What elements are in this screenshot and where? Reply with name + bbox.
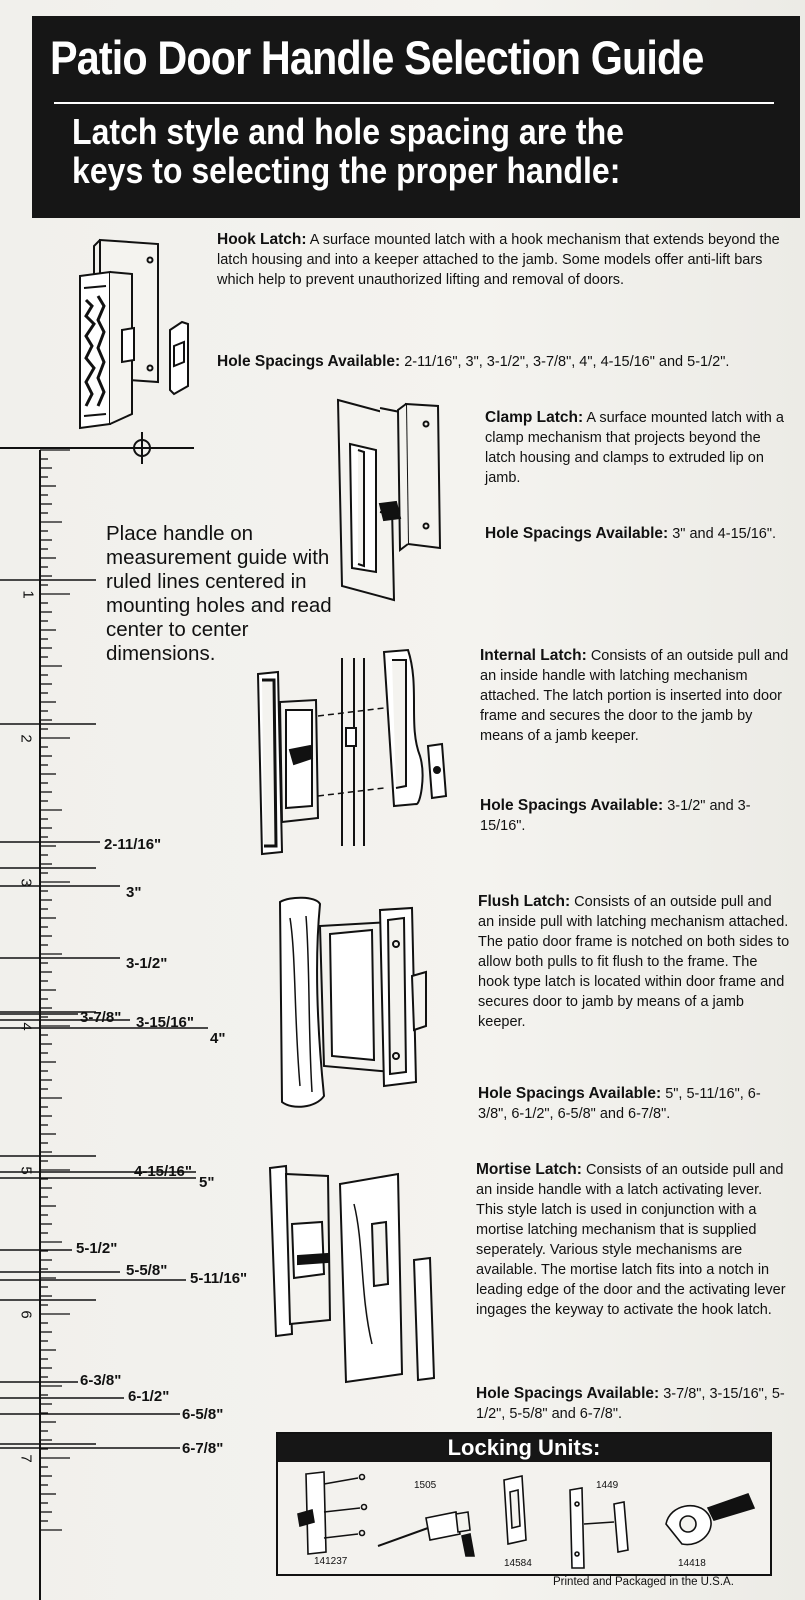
locking-units-illustration bbox=[278, 1464, 768, 1564]
mark-4: 4" bbox=[210, 1030, 226, 1047]
internal-latch-description: Internal Latch: Consists of an outside pull and an inside handle with latching mechanism attached. The latch portion is inserted into door frame and secures the door to the jamb by means of a jamb keeper. bbox=[480, 647, 789, 744]
mark-3-7-8: 3-7/8" bbox=[80, 1009, 122, 1026]
mortise-latch-spacings: Hole Spacings Available: 3-7/8", 3-15/16", 5-1/2", 5-5/8" and 6-7/8". bbox=[476, 1385, 785, 1422]
mortise-latch-spacing-label: Hole Spacings Available: bbox=[476, 1385, 660, 1402]
mark-3: 3" bbox=[126, 884, 142, 901]
mark-6-3-8: 6-3/8" bbox=[80, 1372, 122, 1389]
clamp-latch-illustration bbox=[336, 396, 456, 606]
part-14584-label: 14584 bbox=[504, 1558, 532, 1569]
locking-units-title: Locking Units: bbox=[278, 1434, 770, 1462]
hook-latch-illustration bbox=[70, 236, 200, 436]
part-141237-label: 141237 bbox=[314, 1556, 348, 1567]
mark-4-15-16: 4-15/16" bbox=[134, 1163, 192, 1180]
mark-3-1-2: 3-1/2" bbox=[126, 955, 168, 972]
mark-3-15-16: 3-15/16" bbox=[136, 1014, 194, 1031]
mark-5-5-8: 5-5/8" bbox=[126, 1262, 168, 1279]
hook-latch-spacing-label: Hole Spacings Available: bbox=[217, 353, 401, 370]
mark-6-5-8: 6-5/8" bbox=[182, 1406, 224, 1423]
subtitle-line-1: Latch style and hole spacing are the bbox=[72, 111, 624, 152]
ruler-number-3: 3 bbox=[17, 878, 35, 887]
mark-5-11-16: 5-11/16" bbox=[190, 1270, 248, 1287]
clamp-latch-spacings: Hole Spacings Available: 3" and 4-15/16". bbox=[485, 525, 777, 542]
hole-center-marker bbox=[0, 430, 200, 460]
flush-latch-spacing-label: Hole Spacings Available: bbox=[478, 1085, 662, 1102]
internal-latch-spacings: Hole Spacings Available: 3-1/2" and 3-15/16". bbox=[480, 797, 751, 834]
hook-latch-spacings: Hole Spacings Available: 2-11/16", 3", 3-1/2", 3-7/8", 4", 4-15/16" and 5-1/2". bbox=[217, 353, 730, 370]
page-title: Patio Door Handle Selection Guide bbox=[50, 31, 704, 84]
ruler-number-4: 4 bbox=[17, 1022, 35, 1031]
footer-note: Printed and Packaged in the U.S.A. bbox=[553, 1576, 734, 1588]
flush-latch-description: Flush Latch: Consists of an outside pull and an inside pull with latching mechanism attached. The patio door frame is notched on both sides to allow both pulls to fit flush to the frame. The hook type latch is located within door frame and secures door to jamb by means of a jamb keeper. bbox=[478, 893, 790, 1030]
ruler-number-6: 6 bbox=[17, 1310, 35, 1319]
mark-2-11-16: 2-11/16" bbox=[104, 836, 162, 853]
part-14418-label: 14418 bbox=[678, 1558, 706, 1569]
ruler-number-7: 7 bbox=[17, 1454, 35, 1463]
mortise-latch-name: Mortise Latch: bbox=[476, 1161, 582, 1178]
flush-latch-spacings: Hole Spacings Available: 5", 5-11/16", 6-3/8", 6-1/2", 6-5/8" and 6-7/8". bbox=[478, 1085, 761, 1122]
ruler-number-2: 2 bbox=[17, 734, 35, 743]
mark-5-1-2: 5-1/2" bbox=[76, 1240, 118, 1257]
hook-latch-name: Hook Latch: bbox=[217, 231, 307, 248]
hook-latch-description: Hook Latch: A surface mounted latch with a hook mechanism that extends beyond the latch housing and into a keeper attached to the jamb. Some models offer anti-lift bars which help to prevent unauthorized lifting and removal of doors. bbox=[217, 231, 780, 288]
ruler-number-5: 5 bbox=[17, 1166, 35, 1175]
clamp-latch-description: Clamp Latch: A surface mounted latch with a clamp mechanism that projects beyond the latch housing and clamps to extruded lip on jamb. bbox=[485, 409, 784, 486]
internal-latch-illustration bbox=[256, 646, 456, 852]
flush-latch-illustration bbox=[276, 896, 446, 1110]
mark-5: 5" bbox=[199, 1174, 215, 1191]
internal-latch-spacing-label: Hole Spacings Available: bbox=[480, 797, 664, 814]
ruler-number-1: 1 bbox=[19, 590, 37, 599]
mark-6-1-2: 6-1/2" bbox=[128, 1388, 170, 1405]
mortise-latch-description: Mortise Latch: Consists of an outside pull and an inside handle with a latch activating lever. This style latch is used in conjunction with a mortise latching mechanism that is supplied seperately. Various style mechanisms are available. The mortise latch fits into a notch in leading edge of the door and the activating lever ingages the keyway to activate the hook latch. bbox=[476, 1161, 786, 1318]
measurement-instructions: Place handle on measurement guide with ruled lines centered in mounting holes and read center to center dimensions. bbox=[106, 522, 332, 665]
mortise-latch-illustration bbox=[268, 1164, 448, 1388]
locking-units-panel bbox=[276, 1432, 772, 1576]
clamp-latch-name: Clamp Latch: bbox=[485, 409, 584, 426]
flush-latch-name: Flush Latch: bbox=[478, 893, 571, 910]
part-1505-label: 1505 bbox=[414, 1480, 437, 1491]
part-1449-label: 1449 bbox=[596, 1480, 619, 1491]
clamp-latch-spacing-label: Hole Spacings Available: bbox=[485, 525, 669, 542]
internal-latch-name: Internal Latch: bbox=[480, 647, 587, 664]
mark-6-7-8: 6-7/8" bbox=[182, 1440, 224, 1457]
subtitle-line-2: keys to selecting the proper handle: bbox=[72, 150, 621, 191]
